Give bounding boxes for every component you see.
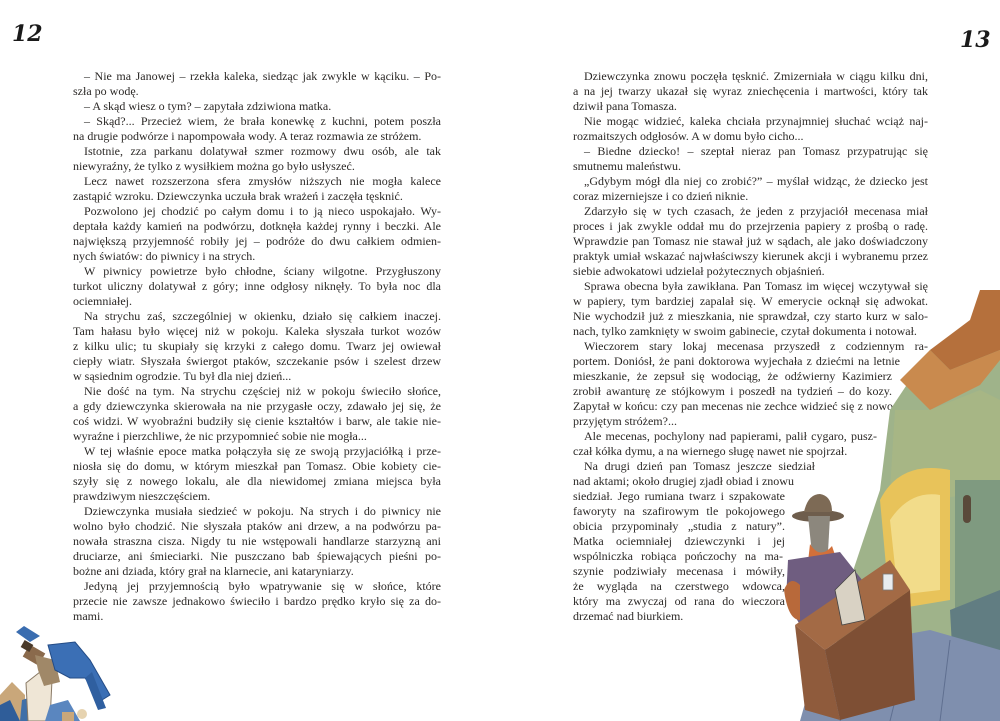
text-line: Pozwolono jej chodzić po całym domu i to ją nieco uspokajało. Wy- bbox=[84, 204, 441, 218]
text-line: zrobił awanturę ze stójkowym i poszedł na tydzień – do kozy. bbox=[573, 384, 892, 398]
text-line: turkot uliczny dolatywał z góry; inne odgłosy niknęły. To była noc dla bbox=[73, 279, 441, 293]
text-line: nych światów: do piwnicy i na strych. bbox=[73, 249, 256, 263]
text-line: coraz mizerniejsze i co dzień niknie. bbox=[573, 189, 749, 203]
text-line: obicia przypominały „studia z natury”. bbox=[573, 519, 785, 533]
text-line: w sąsiednim ogrodzie. Tu był dla niej dzień... bbox=[73, 369, 292, 383]
text-line: na drugie podwórze i napompowała wody. A teraz rozmawia ze stróżem. bbox=[73, 129, 422, 143]
text-line: nowała straszna cisza. Nigdy tu nie wstępowali handlarze starzyzną ani bbox=[73, 534, 441, 548]
text-line: Matka ociemniałej dziewczynki i jej bbox=[573, 534, 785, 548]
text-line: z kilku ulic; tu skupiały się krzyki z całego domu. Twarz jej owiewał bbox=[73, 339, 441, 353]
text-line: Tam hałasu było więcej niż w pokoju. Kaleka słyszała turkot wozów bbox=[73, 324, 441, 338]
text-line: druciarze, ani śmieciarki. Nie puszczano bab śpiewających pieśni po- bbox=[73, 549, 441, 563]
page-number-left: 12 bbox=[12, 21, 43, 47]
text-line: największą przyjemność robiły jej – podróże do dwu całkiem odmien- bbox=[73, 234, 441, 248]
text-line: Istotnie, zza parkanu dolatywał szmer rozmowy dwu osób, ale tak bbox=[84, 144, 441, 158]
text-line: Lecz nawet rozszerzona sfera zmysłów niższych nie mogła kalece bbox=[84, 174, 441, 188]
text-line: Sprawa obecna była zawikłana. Pan Tomasz im więcej wczytywał się bbox=[584, 279, 928, 293]
text-line: Jedyną jej przyjemnością było wpatrywanie się w słońce, które bbox=[84, 579, 441, 593]
text-line: drzemać nad biurkiem. bbox=[573, 609, 684, 623]
text-line: Dziewczynka musiała siedzieć w pokoju. Na strych i do piwnicy nie bbox=[84, 504, 441, 518]
text-line: Na drugi dzień pan Tomasz jeszcze siedział bbox=[584, 459, 815, 473]
text-line: a gdy dziewczynka skierowała na nie przygasłe oczy, zdawało jej się, że bbox=[73, 399, 441, 413]
page-number-right: 13 bbox=[960, 27, 991, 53]
text-line: Zapytał w końcu: czy pan mecenas nie zechce widzieć się z nowo bbox=[573, 399, 893, 413]
text-line: że wygląda na czerstwego wdowca, bbox=[573, 579, 785, 593]
flying-man-illustration bbox=[0, 600, 130, 721]
text-line: praktyk umiał wskazać najwłaściwszy kierunek akcji i wybranemu przez bbox=[573, 249, 928, 263]
text-line: a na jej twarzy ukazał się wyraz zniechęcenia i martwości, który tak bbox=[573, 84, 928, 98]
left-page-text bbox=[73, 69, 441, 624]
text-line: siebie adwokatowi udzielał pożytecznych objaśnień. bbox=[573, 264, 825, 278]
text-line: Nie wychodził już z mieszkania, nie sprawdzał, czy starto kurz w salo- bbox=[573, 309, 928, 323]
text-line: W piwnicy powietrze było chłodne, ściany wilgotne. Przygłuszony bbox=[84, 264, 441, 278]
text-line: Wprawdzie pan Tomasz nie stawał już w sądach, ale jako doświadczony bbox=[573, 234, 928, 248]
text-line: Wieczorem stary lokaj mecenasa przyszedł z codziennym ra- bbox=[584, 339, 928, 353]
text-line: Zdarzyło się w tych czasach, że jeden z przyjaciół mecenasa miał bbox=[584, 204, 928, 218]
text-line: nad aktami; około drugiej zjadł obiad i znowu bbox=[573, 474, 794, 488]
text-line: mami. bbox=[73, 609, 104, 623]
text-line: w papiery, tym bardziej zapalał się. W emerycie ocknął się adwokat. bbox=[573, 294, 928, 308]
text-line: Na strychu zaś, szczególniej w okienku, działo się całkiem inaczej. bbox=[84, 309, 441, 323]
text-line: rozmaitszych odgłosów. A w domu było cicho... bbox=[573, 129, 804, 143]
text-line: proces i jak zwykle oddał mu do przejrzenia papiery z prośbą o radę. bbox=[573, 219, 928, 233]
text-line: czał kółka dymu, a na wiernego sługę nawet nie spojrzał. bbox=[573, 444, 848, 458]
text-line: który ma zwyczaj od rana do wieczora bbox=[573, 594, 785, 608]
man-at-desk-illustration bbox=[780, 290, 1000, 721]
text-line: portem. Doniósł, że pani doktorowa wyjechała z dziećmi na letnie bbox=[573, 354, 900, 368]
text-line: ociemniałej. bbox=[73, 294, 132, 308]
text-line: dziwił pana Tomasza. bbox=[573, 99, 677, 113]
text-line: deptała każdy kamień na podwórzu, dotknęła każdej rynny i beczki. Ale bbox=[73, 219, 441, 233]
text-line: siedział. Jego rumiana twarz i szpakowate bbox=[573, 489, 785, 503]
text-line: smutnemu maleństwu. bbox=[573, 159, 681, 173]
text-line: wolno było chodzić. Nie słyszała ptaków ani drzew, a na podwórzu pa- bbox=[73, 519, 441, 533]
text-line: – Skąd?... Przecież wiem, że brała konewkę z kuchni, potem poszła bbox=[84, 114, 441, 128]
text-line: wspólniczka robiąca pończochy na ma- bbox=[573, 549, 783, 563]
text-line: Nie mogąc widzieć, kaleka chciała przynajmniej słuchać wciąż naj- bbox=[584, 114, 928, 128]
text-line: nach, tylko zamknięty w swoim gabinecie, czytał dokumenta i notował. bbox=[573, 324, 917, 338]
text-line: prawdziwym nieszczęściem. bbox=[73, 489, 211, 503]
text-line: przecie nie zawsze jednakowo świeciło i bardzo prędko kryło się za do- bbox=[73, 594, 441, 608]
text-line: szła po wodę. bbox=[73, 84, 139, 98]
text-line: – Nie ma Janowej – rzekła kaleka, siedząc jak zwykle w kąciku. – Po- bbox=[84, 69, 441, 83]
text-line: szyły się z nowego lokalu, ale dla niewidomej zmiana miejsca była bbox=[73, 474, 441, 488]
text-line: niosła się do domu, w którym mieszkał pan Tomasz. Obie kobiety cie- bbox=[73, 459, 441, 473]
text-line: „Gdybym mógł dla niej co zrobić?” – myślał widząc, że dziecko jest bbox=[584, 174, 928, 188]
text-line: – Biedne dziecko! – szeptał nieraz pan Tomasz przypatrując się bbox=[584, 144, 928, 158]
text-line: ciepły wiatr. Słyszała świergot ptaków, szczekanie psów i szelest drzew bbox=[73, 354, 441, 368]
text-line: coś widzi. W wyobraźni budziły się cienie kształtów i barw, ale takie nie- bbox=[73, 414, 441, 428]
text-line: przyjętym stróżem?... bbox=[573, 414, 677, 428]
text-line: Dziewczynka znowu poczęła tęsknić. Zmizerniała w ciągu kilku dni, bbox=[584, 69, 928, 83]
text-line: Nie dość na tym. Na strychu częściej niż w pokoju świeciło słońce, bbox=[84, 384, 441, 398]
text-line: W tej właśnie epoce matka połączyła się ze swoją przyjaciółką i prze- bbox=[84, 444, 441, 458]
text-line: bożne ani dziada, który grał na klarnecie, ani kataryniarzy. bbox=[73, 564, 354, 578]
text-line: mieszkanie, że zepsuł się wodociąg, że odźwierny Kazimierz bbox=[573, 369, 892, 383]
text-line: faworyty na szafirowym tle pokojowego bbox=[573, 504, 785, 518]
text-line: wyraźne i pierzchliwe, że nic przypomnieć sobie nie mogła... bbox=[73, 429, 367, 443]
text-line: niewyraźny, że tylko z wysiłkiem można go było usłyszeć. bbox=[73, 159, 355, 173]
text-line: szynie podziwiały mecenasa i mówiły, bbox=[573, 564, 785, 578]
text-line: Ale mecenas, pochylony nad papierami, palił cygaro, pusz- bbox=[584, 429, 877, 443]
text-line: zastąpić wzroku. Dziewczynka uczuła brak wrażeń i zaczęła tęsknić. bbox=[73, 189, 403, 203]
text-line: – A skąd wiesz o tym? – zapytała zdziwiona matka. bbox=[84, 99, 332, 113]
